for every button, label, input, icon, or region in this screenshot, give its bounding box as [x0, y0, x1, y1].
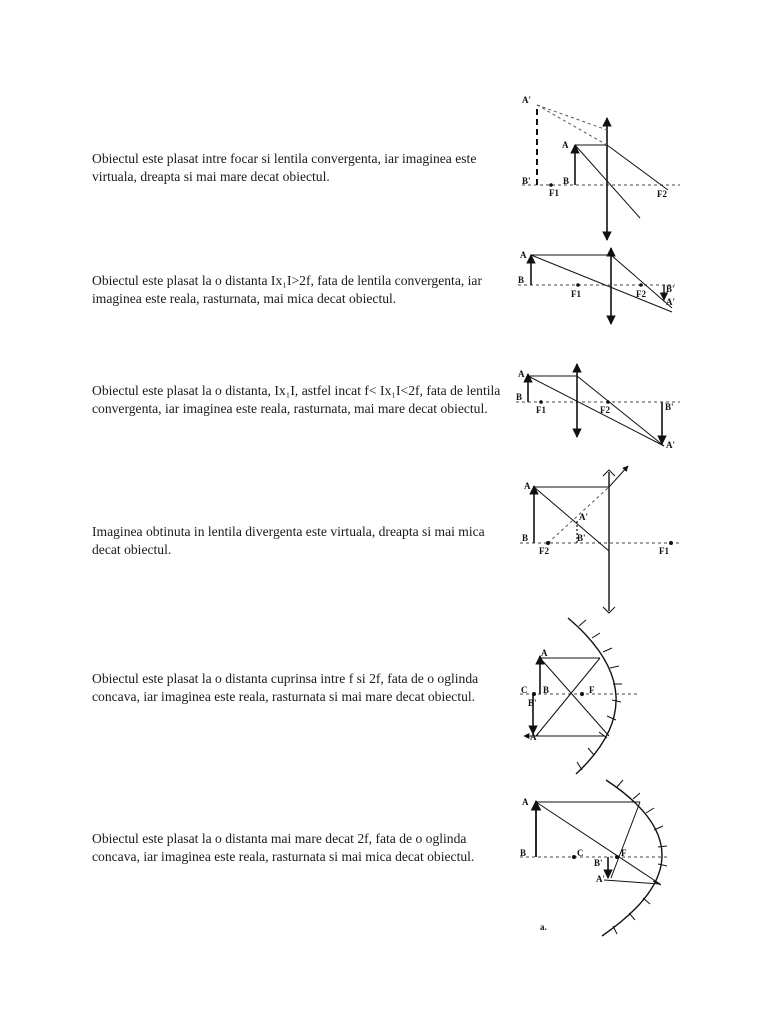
label-a-prime: A': [596, 874, 605, 884]
label-a-prime: A': [522, 95, 531, 105]
label-a: A: [518, 369, 525, 379]
label-b: B: [518, 275, 525, 285]
label-a-prime: A': [530, 732, 539, 742]
label-a: A: [562, 140, 569, 150]
label-b-prime: B': [665, 402, 674, 412]
label-f: F: [621, 848, 627, 858]
label-b-prime: B': [666, 284, 675, 294]
figure-note: a.: [540, 922, 547, 932]
label-c: C: [521, 685, 528, 695]
label-f1: F1: [571, 289, 581, 299]
description-text-4: Imaginea obtinuta in lentila divergenta este virtuala, dreapta si mai mica decat obiectul.: [92, 524, 485, 557]
label-b: B: [520, 848, 527, 858]
label-a: A: [520, 250, 527, 260]
label-b-prime: B': [594, 858, 603, 868]
label-f1: F1: [536, 405, 546, 415]
label-b-prime: B': [522, 176, 531, 186]
label-b: B: [563, 176, 570, 186]
description-text-5: Obiectul este plasat la o distanta cuprinsa intre f si 2f, fata de o oglinda concava, iar imaginea este reala, rasturnata si mai mare decat obiectul.: [92, 671, 479, 704]
label-f2: F2: [539, 546, 549, 556]
description-text-3: Obiectul este plasat la o distanta, Ix₁I, astfel incat f< Ix₁I<2f, fata de lentila convergenta, iar imaginea este reala, rasturnata, mai mare decat obiectul.: [92, 383, 501, 416]
label-a-prime: A': [666, 440, 675, 450]
description-text-6: Obiectul este plasat la o distanta mai mare decat 2f, fata de o oglinda concava, iar imaginea este reala, rasturnata si mai mica decat obiectul.: [92, 831, 475, 864]
label-a: A: [522, 797, 529, 807]
label-a: A: [541, 648, 548, 658]
label-f: F: [589, 685, 595, 695]
label-b: B: [516, 392, 523, 402]
description-text-1: Obiectul este plasat intre focar si lentila convergenta, iar imaginea este virtuala, dreapta si mai mare decat obiectul.: [92, 151, 477, 184]
label-f2: F2: [657, 189, 667, 199]
label-b-prime: B': [577, 533, 586, 543]
label-a-prime: A': [579, 512, 588, 522]
label-a: A: [524, 481, 531, 491]
label-f1: F1: [659, 546, 669, 556]
label-f2: F2: [636, 289, 646, 299]
label-a-prime: A': [666, 297, 675, 307]
label-f2: F2: [600, 405, 610, 415]
label-f1: F1: [549, 188, 559, 198]
label-b: B: [522, 533, 529, 543]
label-b-prime: B': [528, 698, 537, 708]
label-c: C: [577, 848, 584, 858]
label-b: B: [543, 685, 550, 695]
description-text-2: Obiectul este plasat la o distanta Ix₁I>2f, fata de lentila convergenta, iar imaginea este reala, rasturnata, mai mica decat obiectul.: [92, 273, 482, 306]
